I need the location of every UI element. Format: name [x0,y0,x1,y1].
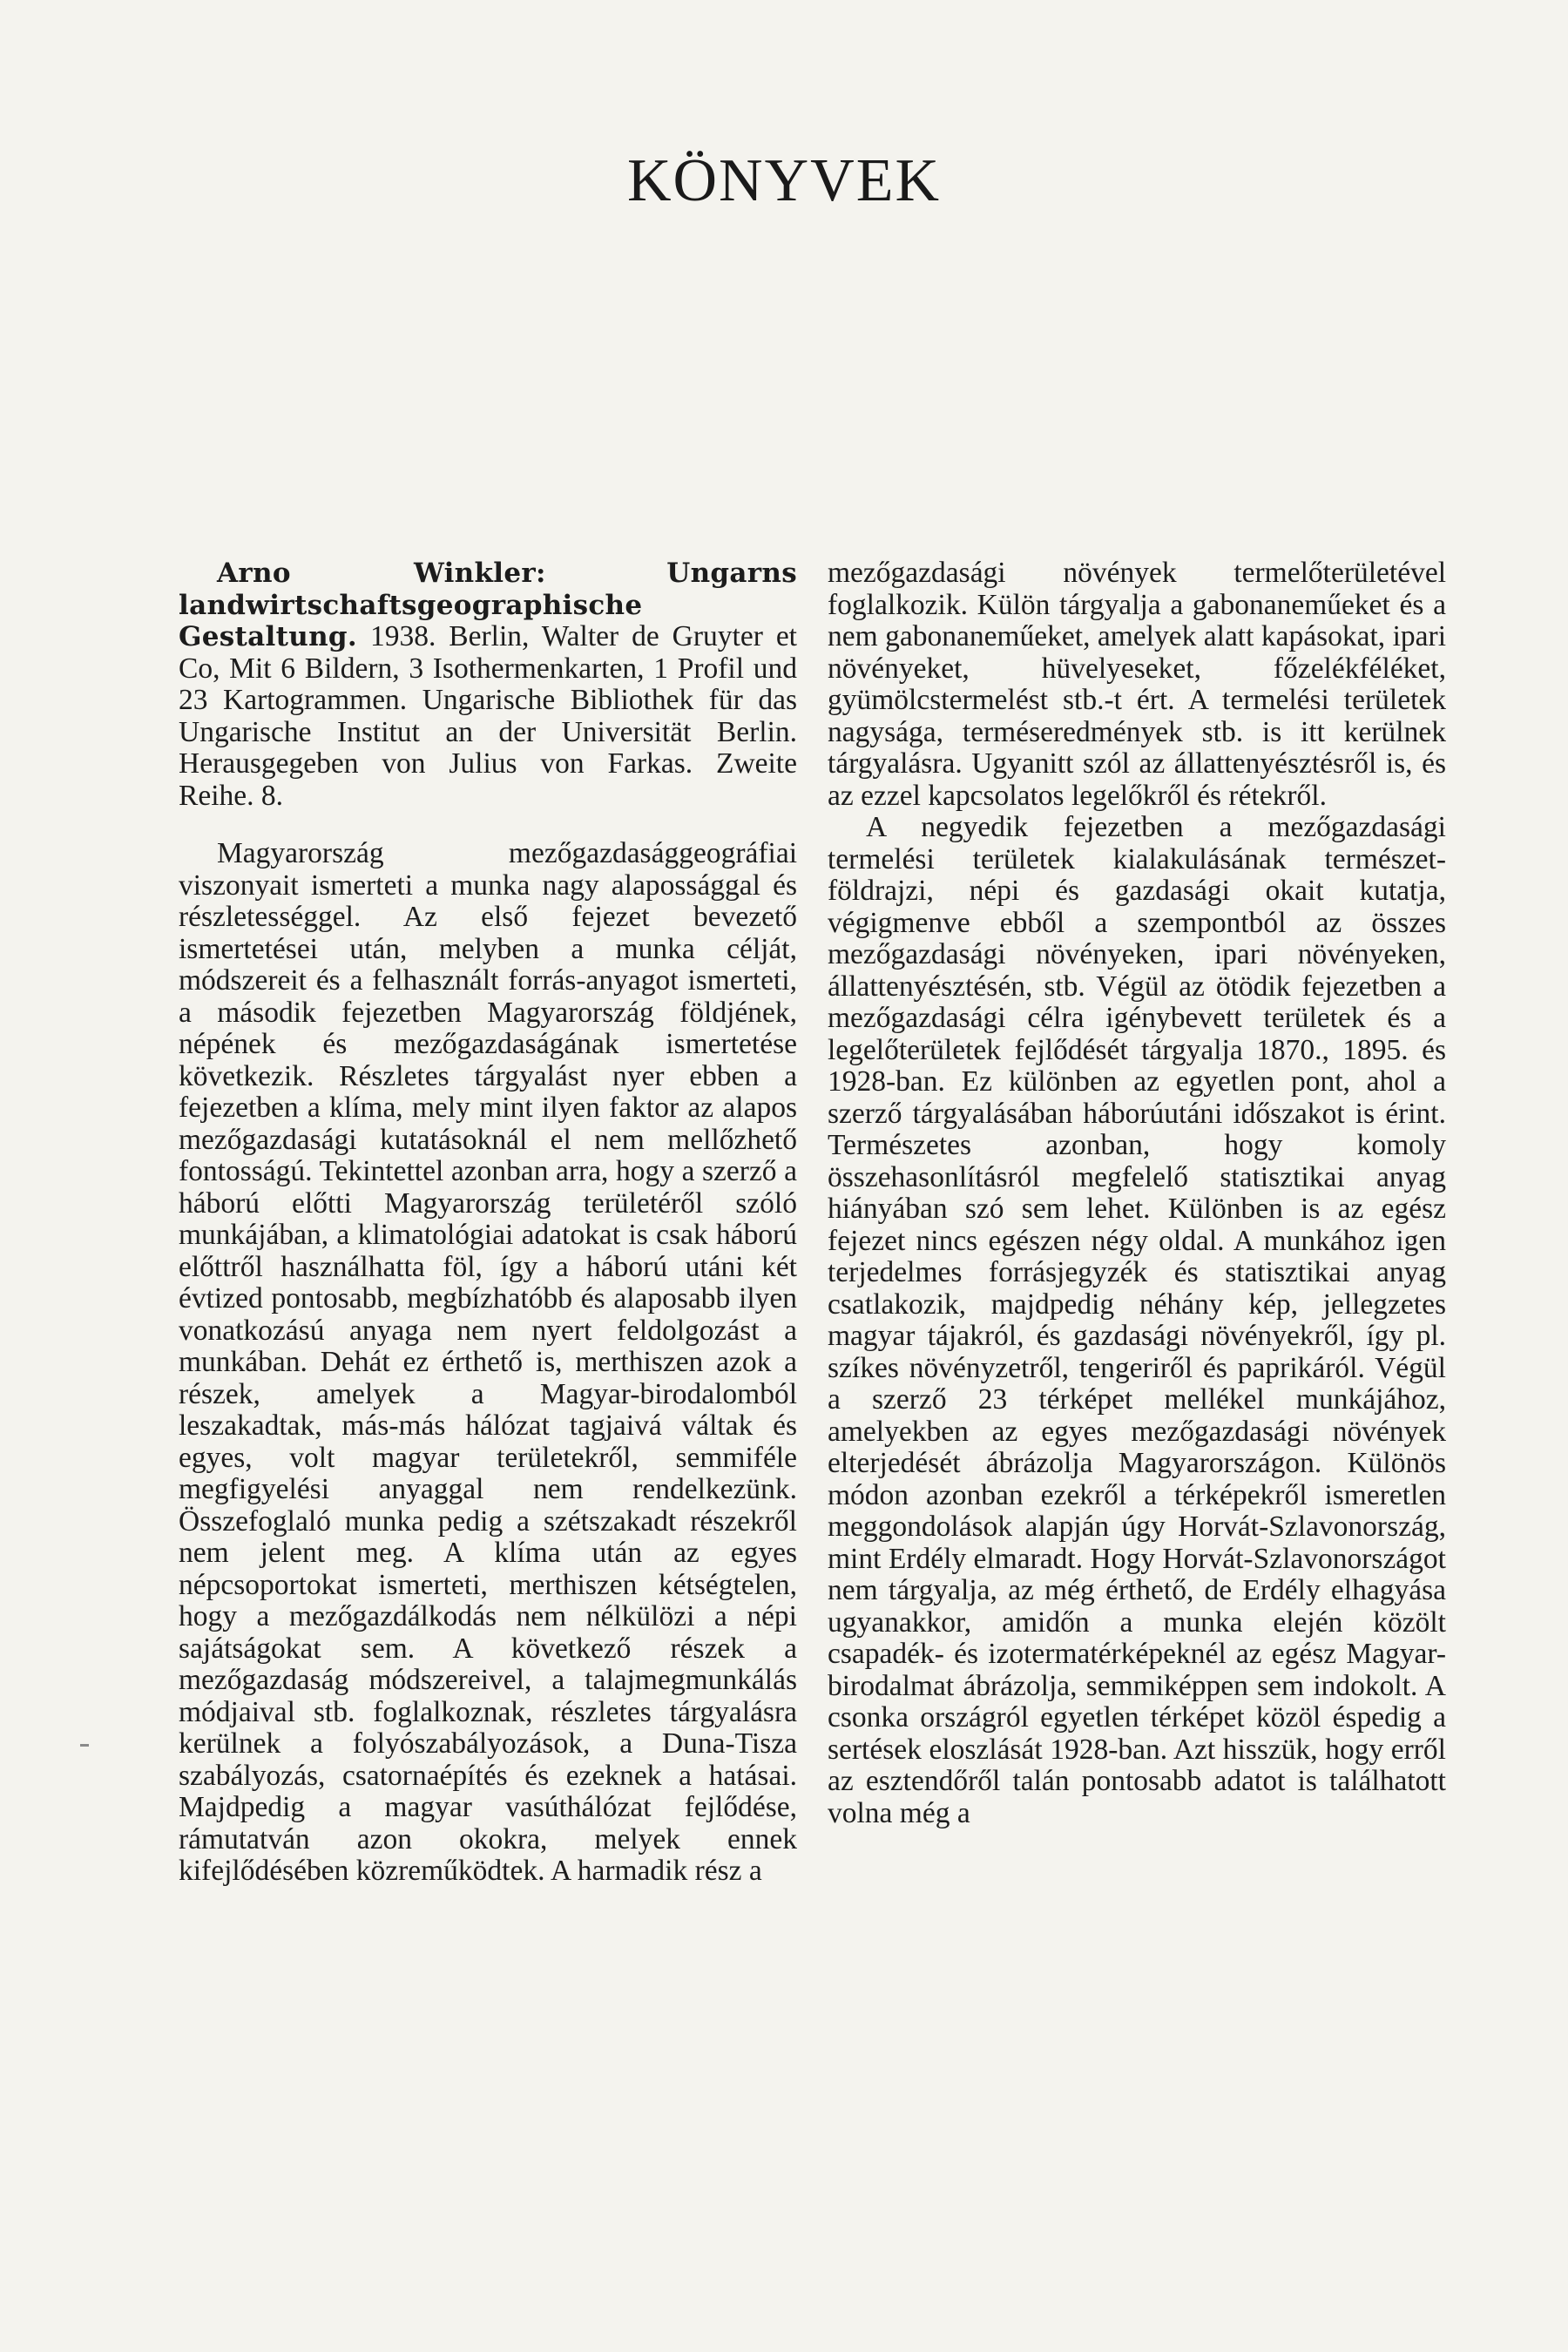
review-paragraph: mezőgazdasági növények termelőterületével foglalkozik. Külön tárgyalja a gabonaneműeket és a nem gabonaneműeket, amelyek alatt kapásokat, ipari növényeket, hüvelyeseket, főzelékféléket, gyümölcstermelést stb.-t ért. A termelési területek nagysága, terméseredmények stb. is itt kerülnek tárgyalásra. Ugyanitt szól az állattenyésztésről is, és az ezzel kapcsolatos legelőkről és rétekről. [828,557,1446,812]
margin-mark [80,1744,89,1747]
right-column [828,558,1446,1829]
left-column [179,558,797,1888]
reference-details: 1938. Berlin, Walter de Gruyter et Co, Mit 6 Bildern, 3 Isothermenkarten, 1 Profil und 23 Kartogrammen. Ungarische Bibliothek für das Ungarische Institut an der Universität Berlin. Herausgegeben von Julius von Farkas. Zweite Reihe. 8. [179,620,797,812]
bibliographic-reference [179,558,797,812]
paragraph-gap [179,812,797,838]
reference-author: Arno Winkler: [217,558,546,589]
review-paragraph: Magyarország mezőgazdasággeográfiai viszonyait ismerteti a munka nagy alapossággal és részletességgel. Az első fejezet bevezető ismertetései után, melyben a munka célját, módszereit és a felhasznált forrás-anyagot ismerteti, a második fejezetben Magyarország földjének, népének és mezőgazdaságának ismertetése következik. Részletes tárgyalást nyer ebben a fejezetben a klíma, mely mint ilyen faktor az alapos mezőgazdasági kutatásoknál el nem mellőzhető fontosságú. Tekintettel azonban arra, hogy a szerző a háború előtti Magyarország területéről szóló munkájában, a klimatológiai adatokat is csak háború előttről használhatta föl, így a háború utáni két évtized pontosabb, megbízhatóbb és alaposabb ilyen vonatkozású anyaga nem nyert feldolgozást a munkában. Dehát ez érthető is, merthiszen azok a részek, amelyek a Magyar-birodalomból leszakadtak, más-más hálózat tagjaivá váltak és egyes, volt magyar területekről, semmiféle megfigyelési anyaggal nem rendelkezünk. Összefoglaló munka pedig a szétszakadt részekről nem jelent meg. A klíma után az egyes népcsoportokat ismerteti, merthiszen kétségtelen, hogy a mezőgazdálkodás nem nélkülözi a népi sajátságokat sem. A következő részek a mezőgazdaság módszereivel, a talajmegmunkálás módjaival stb. foglalkoznak, részletes tárgyalásra kerülnek a folyószabályozások, a Duna-Tisza szabályozás, csatornaépítés és ezeknek a hatásai. Majdpedig a magyar vasúthálózat fejlődése, rámutatván azon okokra, melyek ennek kifejlődésében közreműködtek. A harmadik rész a [179,837,797,1887]
reference-book-title: Ungarns landwirtschaftsgeographische Gestaltung. [179,558,797,652]
review-paragraph: A negyedik fejezetben a mezőgazdasági termelési területek kialakulásának természet-földrajzi, népi és gazdasági okait kutatja, végigmenve ebből a szempontból az összes mezőgazdasági növényeken, ipari növényeken, állattenyésztésén, stb. Végül az ötödik fejezetben a mezőgazdasági célra igénybevett területek és a legelőterületek fejlődését tárgyalja 1870., 1895. és 1928-ban. Ez különben az egyetlen pont, ahol a szerző tárgyalásában háborúutáni időszakot is érint. Természetes azonban, hogy komoly összehasonlításról megfelelő statisztikai anyag hiányában szó sem lehet. Különben is az egész fejezet nincs egészen négy oldal. A munkához igen terjedelmes forrásjegyzék és statisztikai anyag csatlakozik, majdpedig néhány kép, jellegzetes magyar tájakról, és gazdasági növényekről, így pl. szíkes növényzetről, tengeriről és paprikáról. Végül a szerző 23 térképet mellékel munkájához, amelyekben az egyes mezőgazdasági növények elterjedését ábrázolja Magyarországon. Különös módon azonban ezekről a térképekről ismeretlen meggondolások alapján úgy Horvát-Szlavonország, mint Erdély elmaradt. Hogy Horvát-Szlavonországot nem tárgyalja, az még érthető, de Erdély elhagyása ugyanakkor, amidőn a munka elején közölt csapadék- és izotermatérképeknél az egész Magyar-birodalmat ábrázolja, semmiképpen sem indokolt. A csonka országról egyetlen térképet közöl éspedig a sertések eloszlását 1928-ban. Azt hisszük, hogy erről az esztendőről talán pontosabb adatot is találhatott volna még a [828,811,1446,1829]
page-title: KÖNYVEK [626,147,942,214]
